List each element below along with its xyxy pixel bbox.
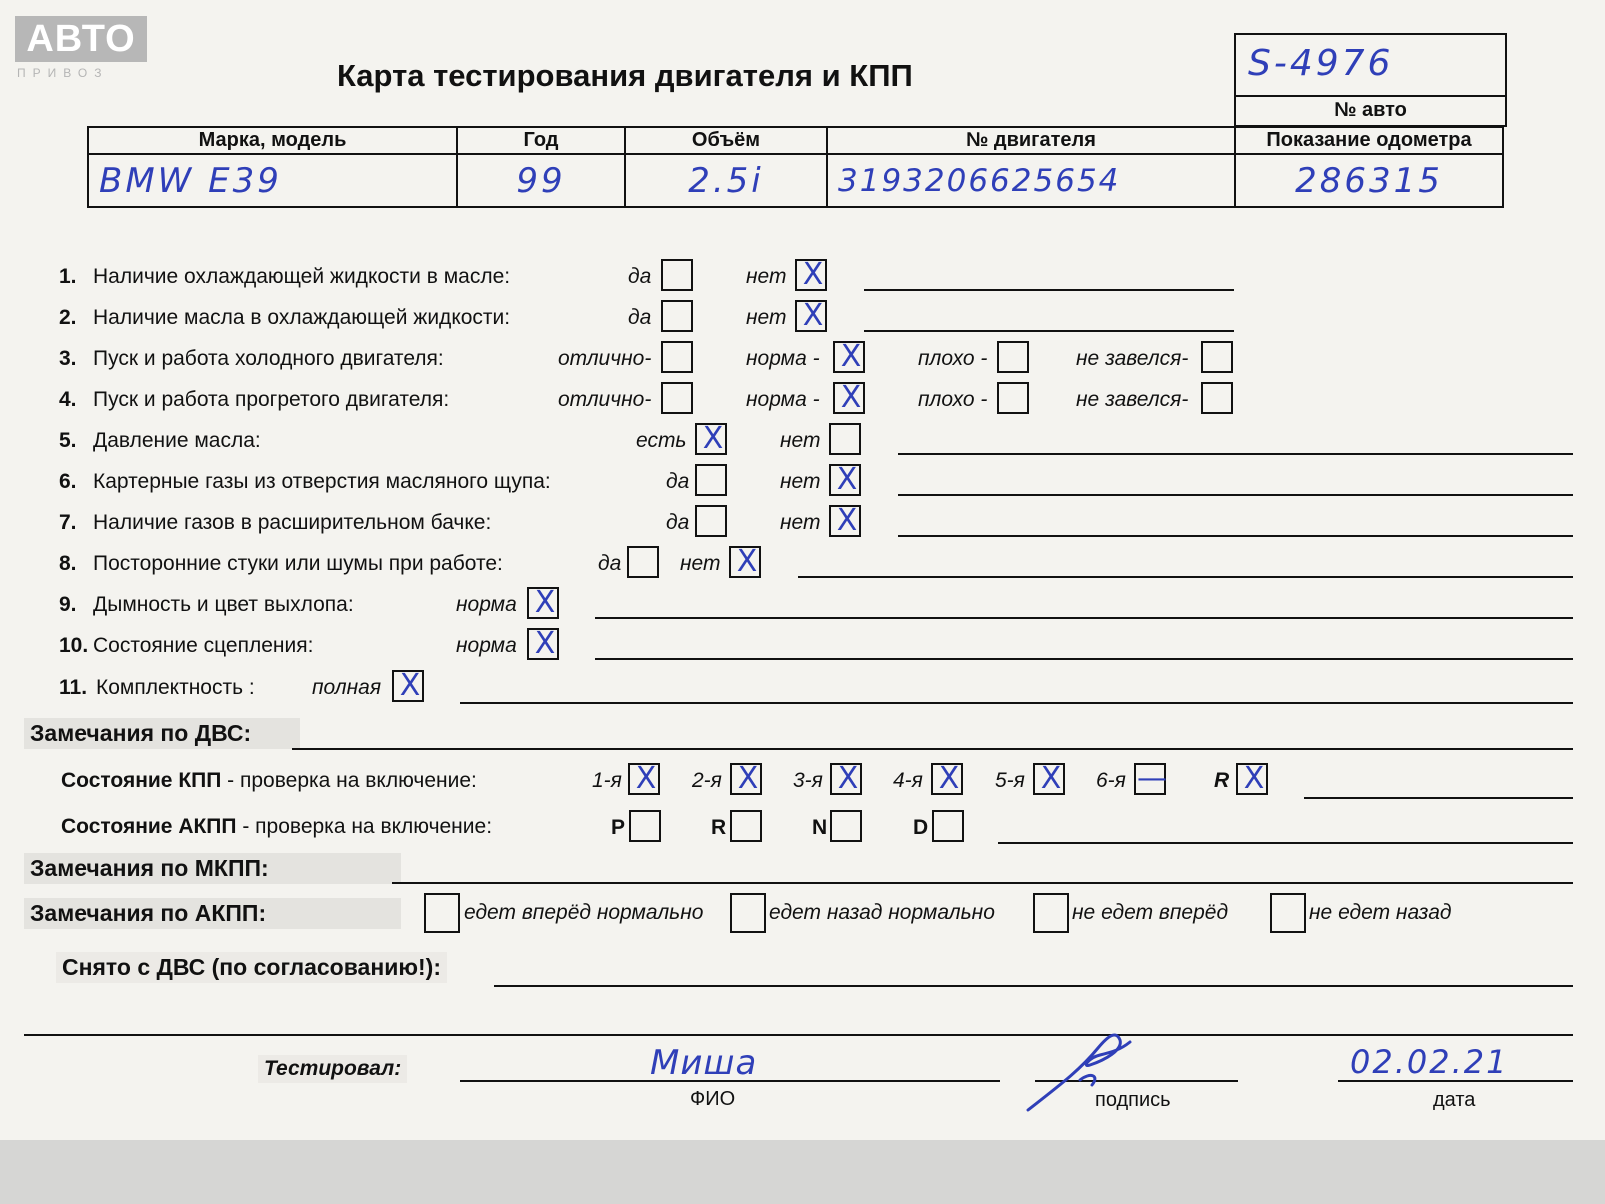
- kpp-notes-line: [1304, 797, 1573, 799]
- question-number: 10.: [59, 634, 89, 657]
- akpp-label-bold: Состояние АКПП: [61, 815, 237, 838]
- question-row-7: [0, 505, 1605, 539]
- question-text: Пуск и работа холодного двигателя:: [93, 347, 444, 370]
- option-label-yes: да: [628, 265, 652, 288]
- option-reverse-ok: едет назад нормально: [769, 901, 995, 924]
- question-row-5: [0, 423, 1605, 457]
- col-engine-number: № двигателя: [827, 127, 1235, 154]
- checkbox-present[interactable]: [695, 423, 727, 455]
- gear-label-5: 5-я: [995, 769, 1025, 792]
- question-text: Наличие охлаждающей жидкости в масле:: [93, 265, 511, 288]
- option-label-excellent: отлично-: [558, 347, 652, 370]
- removed-line[interactable]: [494, 985, 1573, 987]
- notes-line: [864, 330, 1234, 332]
- option-label-no: нет: [780, 470, 821, 493]
- notes-line: [898, 453, 1573, 455]
- checkbox-yes[interactable]: [627, 546, 659, 578]
- checkbox-no[interactable]: [729, 546, 761, 578]
- checkbox-no[interactable]: [795, 300, 827, 332]
- mode-checkbox-p[interactable]: [629, 810, 661, 842]
- question-number: 5.: [59, 429, 77, 452]
- checkbox-normal[interactable]: [833, 341, 865, 373]
- option-label-not-started: не завелся-: [1076, 347, 1189, 370]
- question-text: Наличие газов в расширительном бачке:: [93, 511, 492, 534]
- option-label-normal: норма -: [746, 347, 820, 370]
- gear-label-2: 2-я: [692, 769, 722, 792]
- date-label: дата: [1433, 1089, 1476, 1111]
- option-label-excellent: отлично-: [558, 388, 652, 411]
- checkbox-no[interactable]: [829, 464, 861, 496]
- question-number: 2.: [59, 306, 77, 329]
- question-row-8: [0, 546, 1605, 580]
- checkbox-yes[interactable]: [661, 300, 693, 332]
- col-odometer: Показание одометра: [1235, 127, 1503, 154]
- logo-main-text: АВТО: [15, 16, 147, 62]
- question-text: Пуск и работа прогретого двигателя:: [93, 388, 450, 411]
- gear-checkbox-1[interactable]: [628, 763, 660, 795]
- akpp-remarks-options: [0, 893, 1605, 927]
- question-row-6: [0, 464, 1605, 498]
- year-value: 99: [457, 154, 625, 207]
- gear-label-1: 1-я: [592, 769, 622, 792]
- notes-line: [595, 658, 1573, 660]
- kpp-label-bold: Состояние КПП: [61, 769, 222, 792]
- engine-remarks-label: Замечания по ДВС:: [24, 718, 300, 749]
- checkbox-not-started[interactable]: [1201, 382, 1233, 414]
- question-number: 7.: [59, 511, 77, 534]
- option-label-no: нет: [746, 306, 787, 329]
- checkbox-bad[interactable]: [997, 341, 1029, 373]
- check-mark: X: [737, 761, 759, 796]
- mode-label-n: N: [812, 816, 828, 839]
- form-title: Карта тестирования двигателя и КПП: [337, 58, 913, 93]
- check-mark: X: [802, 298, 824, 333]
- checkbox-absent[interactable]: [829, 423, 861, 455]
- check-mark: X: [938, 761, 960, 796]
- question-text: Давление масла:: [93, 429, 261, 452]
- question-text: Комплектность :: [96, 676, 255, 699]
- check-mark: X: [802, 257, 824, 292]
- question-row-11: [0, 670, 1605, 704]
- question-row-3: [0, 341, 1605, 375]
- auto-number-value: S-4976: [1248, 43, 1394, 84]
- checkbox-normal[interactable]: [833, 382, 865, 414]
- mode-label-r: R: [711, 816, 727, 839]
- kpp-gears-row: [0, 763, 1605, 797]
- check-mark: X: [1040, 761, 1062, 796]
- gear-checkbox-3[interactable]: [830, 763, 862, 795]
- option-label-no: нет: [780, 511, 821, 534]
- question-number: 9.: [59, 593, 77, 616]
- option-label-no: нет: [680, 552, 721, 575]
- option-label-bad: плохо -: [918, 388, 988, 411]
- notes-line: [898, 494, 1573, 496]
- option-label-normal: норма: [456, 593, 517, 616]
- mode-label-p: P: [611, 816, 626, 839]
- notes-line: [898, 535, 1573, 537]
- odometer-value: 286315: [1235, 154, 1503, 207]
- check-mark: X: [702, 421, 724, 456]
- gear-checkbox-5[interactable]: [1033, 763, 1065, 795]
- question-text: Посторонние стуки или шумы при работе:: [93, 552, 503, 575]
- option-label-yes: да: [666, 511, 690, 534]
- option-no-reverse: не едет назад: [1309, 901, 1452, 924]
- gear-checkbox-2[interactable]: [730, 763, 762, 795]
- checkbox-yes[interactable]: [661, 259, 693, 291]
- col-make-model: Марка, модель: [88, 127, 457, 154]
- akpp-remarks-label: Замечания по АКПП:: [24, 898, 401, 929]
- mode-checkbox-r[interactable]: [730, 810, 762, 842]
- checkbox-yes[interactable]: [695, 464, 727, 496]
- auto-number-label: № авто: [1334, 99, 1407, 121]
- mode-checkbox-d[interactable]: [932, 810, 964, 842]
- checkbox-no-forward[interactable]: [1033, 893, 1069, 933]
- notes-line: [595, 617, 1573, 619]
- question-text: Дымность и цвет выхлопа:: [93, 593, 354, 616]
- akpp-modes-row: [0, 810, 1605, 844]
- kpp-label-rest: - проверка на включение:: [221, 769, 477, 792]
- checkbox-forward-ok[interactable]: [424, 893, 460, 933]
- option-label-yes: да: [666, 470, 690, 493]
- checkbox-normal[interactable]: [527, 587, 559, 619]
- removed-label: Снято с ДВС (по согласованию!):: [56, 952, 447, 983]
- question-text: Картерные газы из отверстия масляного щупа:: [93, 470, 551, 493]
- question-text: Состояние сцепления:: [93, 634, 314, 657]
- question-number: 6.: [59, 470, 77, 493]
- question-number: 11.: [59, 676, 88, 699]
- notes-line: [798, 576, 1573, 578]
- auto-number-box: [1234, 33, 1507, 127]
- option-label-no: нет: [746, 265, 787, 288]
- check-mark: X: [534, 585, 556, 620]
- mkpp-remarks-label: Замечания по МКПП:: [24, 853, 401, 884]
- logo-sub-text: ПРИВОЗ: [17, 66, 109, 80]
- volume-value: 2.5i: [625, 154, 827, 207]
- option-label-not-started: не завелся-: [1076, 388, 1189, 411]
- gear-checkbox-4[interactable]: [931, 763, 963, 795]
- check-mark: X: [840, 380, 862, 415]
- question-number: 8.: [59, 552, 77, 575]
- checkbox-excellent[interactable]: [661, 341, 693, 373]
- dash-mark: —: [1137, 761, 1167, 796]
- check-mark: X: [840, 339, 862, 374]
- checkbox-complete[interactable]: [392, 670, 424, 702]
- question-text: Наличие масла в охлаждающей жидкости:: [93, 306, 511, 329]
- check-mark: X: [534, 626, 556, 661]
- option-no-forward: не едет вперёд: [1072, 901, 1229, 924]
- option-label-yes: да: [628, 306, 652, 329]
- option-label-normal: норма: [456, 634, 517, 657]
- check-mark: X: [836, 503, 858, 538]
- check-mark: X: [836, 462, 858, 497]
- gear-label-r: R: [1214, 769, 1230, 792]
- option-label-yes: да: [598, 552, 622, 575]
- question-row-1: [0, 259, 1605, 293]
- signature-label: подпись: [1095, 1089, 1171, 1111]
- notes-line: [460, 702, 1573, 704]
- checkbox-no[interactable]: [829, 505, 861, 537]
- mode-checkbox-n[interactable]: [830, 810, 862, 842]
- tested-by-label: Тестировал:: [258, 1055, 407, 1083]
- checkbox-reverse-ok[interactable]: [730, 893, 766, 933]
- gear-label-3: 3-я: [793, 769, 823, 792]
- gear-label-4: 4-я: [893, 769, 923, 792]
- checkbox-no[interactable]: [795, 259, 827, 291]
- checkbox-yes[interactable]: [695, 505, 727, 537]
- question-row-10: [0, 628, 1605, 662]
- question-number: 4.: [59, 388, 77, 411]
- question-row-4: [0, 382, 1605, 416]
- col-year: Год: [457, 127, 625, 154]
- engine-number-value: 3193206625654: [827, 154, 1235, 207]
- akpp-notes-line: [998, 842, 1573, 844]
- option-label-absent: нет: [780, 429, 821, 452]
- notes-line: [864, 289, 1234, 291]
- extra-line[interactable]: [24, 1034, 1573, 1036]
- check-mark: X: [635, 761, 657, 796]
- mode-label-d: D: [913, 816, 929, 839]
- question-row-2: [0, 300, 1605, 334]
- question-number: 1.: [59, 265, 77, 288]
- question-number: 3.: [59, 347, 77, 370]
- mkpp-remarks-line[interactable]: [392, 882, 1573, 884]
- gear-checkbox-6[interactable]: [1134, 763, 1166, 795]
- check-mark: X: [736, 544, 758, 579]
- avtoprivoz-logo: [15, 16, 147, 80]
- question-row-9: [0, 587, 1605, 621]
- option-label-normal: норма -: [746, 388, 820, 411]
- check-mark: X: [837, 761, 859, 796]
- gear-checkbox-r[interactable]: [1236, 763, 1268, 795]
- checkbox-excellent[interactable]: [661, 382, 693, 414]
- checkbox-not-started[interactable]: [1201, 341, 1233, 373]
- gear-label-6: 6-я: [1096, 769, 1126, 792]
- date-value: 02.02.21: [1350, 1043, 1509, 1081]
- option-label-bad: плохо -: [918, 347, 988, 370]
- check-mark: X: [399, 668, 421, 703]
- option-label-complete: полная: [312, 676, 382, 699]
- option-forward-ok: едет вперёд нормально: [464, 901, 704, 924]
- checkbox-normal[interactable]: [527, 628, 559, 660]
- col-volume: Объём: [625, 127, 827, 154]
- checkbox-no-reverse[interactable]: [1270, 893, 1306, 933]
- make-model-value: BMW E39: [88, 154, 457, 207]
- checkbox-bad[interactable]: [997, 382, 1029, 414]
- fio-value: Миша: [650, 1043, 758, 1083]
- vehicle-info-table: [87, 126, 1504, 208]
- option-label-present: есть: [636, 429, 687, 452]
- engine-remarks-line[interactable]: [292, 748, 1573, 750]
- check-mark: X: [1243, 761, 1265, 796]
- fio-label: ФИО: [690, 1088, 736, 1110]
- akpp-label-rest: - проверка на включение:: [236, 815, 493, 838]
